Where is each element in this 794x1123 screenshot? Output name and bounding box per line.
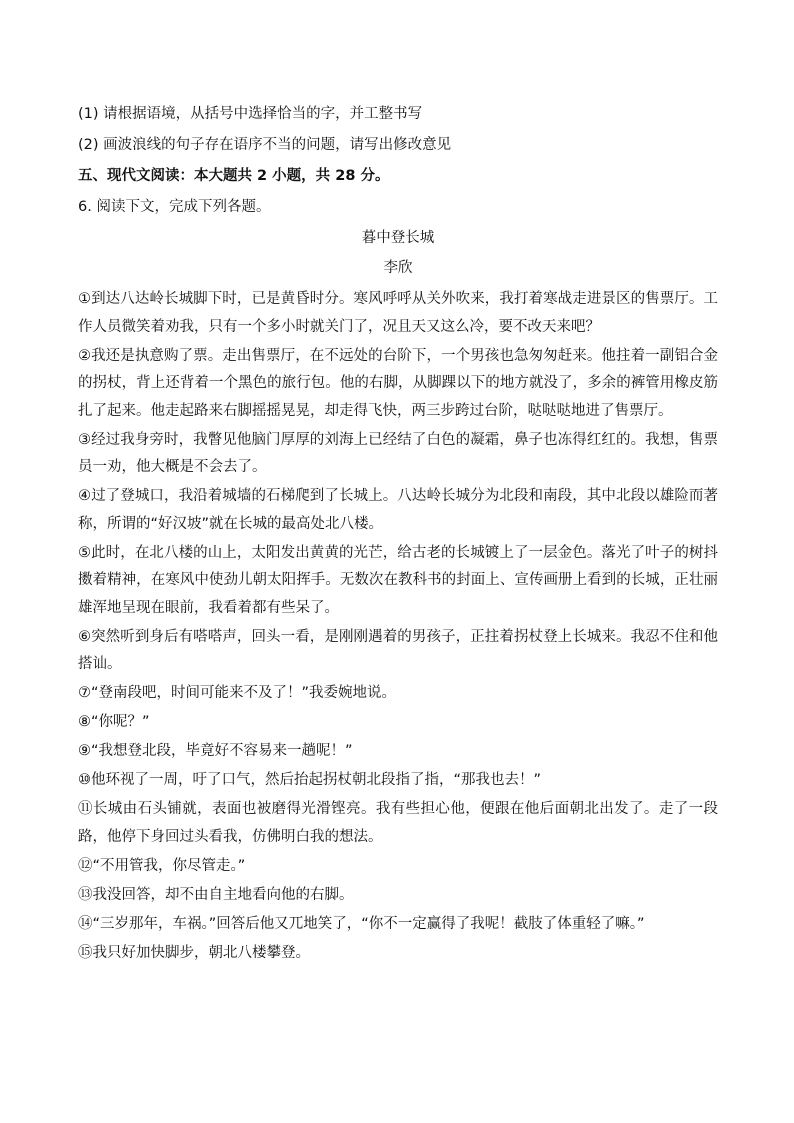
question-2: (2) 画波浪线的句子存在语序不当的问题，请写出修改意见 (78, 137, 452, 153)
paragraph: ①到达八达岭长城脚下时，已是黄昏时分。寒风呼呼从关外吹来，我打着寒战走进景区的售票厅。工作人员微笑着劝我，只有一个多小时就关门了，况且天又这么冷，要不改天来吧？ (78, 291, 718, 335)
paragraph: ⑬我没回答，却不由自主地看向他的右脚。 (78, 886, 354, 903)
paragraph: ⑤此时，在北八楼的山上，太阳发出黄黄的光芒，给古老的长城镀上了一层金色。落光了叶子的树抖擞着精神，在寒风中使劲儿朝太阳挥手。无数次在教科书的封面上、宣传画册上看到的长城，正壮丽雄浑地呈现在眼前，我看着都有些呆了。 (78, 544, 718, 616)
paragraph: ⑧“你呢？” (78, 714, 150, 730)
paragraph: ⑫“不用管我，你尽管走。” (78, 857, 246, 874)
document-page (78, 104, 718, 969)
instruction: 6. 阅读下文，完成下列各题。 (78, 199, 271, 215)
paragraph: ⑦“登南段吧，时间可能来不及了！”我委婉地说。 (78, 685, 397, 701)
section-heading: 五、现代文阅读：本大题共 2 小题，共 28 分。 (78, 168, 390, 184)
article-author: 李欣 (383, 260, 413, 276)
paragraph: ⑨“我想登北段，毕竟好不容易来一趟呢！” (78, 743, 353, 759)
paragraph: ④过了登城口，我沿着城墙的石梯爬到了长城上。八达岭长城分为北段和南段，其中北段以雄险而著称，所谓的“好汉坡”就在长城的最高处北八楼。 (78, 488, 718, 532)
paragraph: ③经过我身旁时，我瞥见他脑门厚厚的刘海上已经结了白色的凝霜，鼻子也冻得红红的。我想，售票员一劝，他大概是不会去了。 (78, 431, 718, 475)
question-1: (1) 请根据语境，从括号中选择恰当的字，并工整书写 (78, 106, 423, 122)
paragraph: ⑪长城由石头铺就，表面也被磨得光滑铿亮。我有些担心他，便跟在他后面朝北出发了。走了一段路，他停下身回过头看我，仿佛明白我的想法。 (78, 801, 718, 845)
paragraph: ⑮我只好加快脚步，朝北八楼攀登。 (78, 944, 310, 961)
paragraph: ⑩他环视了一周，吁了口气，然后抬起拐杖朝北段指了指，“那我也去！” (78, 772, 542, 788)
paragraph: ②我还是执意购了票。走出售票厅，在不远处的台阶下，一个男孩也急匆匆赶来。他拄着一副铝合金的拐杖，背上还背着一个黑色的旅行包。他的右脚，从脚踝以下的地方就没了，多余的裤管用橡皮筋扎了起来。他走起路来右脚摇摇晃晃，却走得飞快，两三步跨过台阶，哒哒哒地进了售票厅。 (78, 347, 718, 419)
article-title: 暮中登长城 (361, 230, 435, 246)
paragraph: ⑭“三岁那年，车祸。”回答后他又兀地笑了，“你不一定赢得了我呢！截肢了体重轻了嘛。” (78, 915, 645, 932)
paragraph: ⑥突然听到身后有嗒嗒声，回头一看，是刚刚遇着的男孩子，正拄着拐杖登上长城来。我忍不住和他搭讪。 (78, 628, 718, 672)
